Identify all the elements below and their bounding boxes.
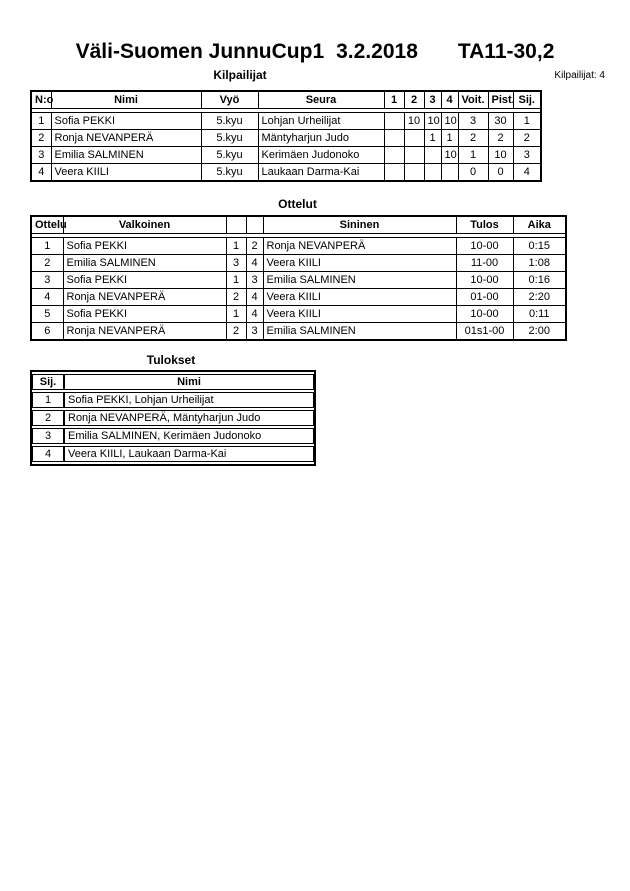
white-number: 1: [226, 238, 246, 255]
match-time: 0:15: [513, 238, 566, 255]
table-row: [31, 130, 541, 147]
competitor-name: Ronja NEVANPERÄ: [51, 130, 201, 147]
match-result: 10-00: [456, 306, 513, 323]
match-number: 4: [31, 289, 63, 306]
kilpailijat-header-row: [31, 91, 541, 109]
matches-heading: Ottelut: [278, 197, 317, 211]
col-header-wins: Voit.: [458, 91, 488, 109]
result-vs-3: [424, 147, 441, 164]
page-title: [0, 40, 630, 64]
competitor-belt: 5.kyu: [201, 147, 258, 164]
blue-name: Veera KIILI: [263, 289, 456, 306]
match-time: 2:00: [513, 323, 566, 341]
result-place: 3: [32, 428, 64, 444]
result-name: Emilia SALMINEN, Kerimäen Judonoko: [64, 428, 314, 444]
col-header-belt: Vyö: [201, 91, 258, 109]
result-vs-4: 10: [441, 147, 458, 164]
competitor-club: Mäntyharjun Judo: [258, 130, 384, 147]
table-row: [32, 392, 314, 408]
blue-name: Veera KIILI: [263, 255, 456, 272]
table-row: [31, 272, 566, 289]
col-header-points: Pist.: [488, 91, 513, 109]
white-name: Ronja NEVANPERÄ: [63, 323, 226, 341]
blue-number: 2: [246, 238, 263, 255]
match-result: 01s1-00: [456, 323, 513, 341]
match-result: 01-00: [456, 289, 513, 306]
points-cell: 2: [488, 130, 513, 147]
wins-cell: 0: [458, 164, 488, 182]
match-result: 10-00: [456, 272, 513, 289]
table-row: [32, 428, 314, 444]
blue-name: Emilia SALMINEN: [263, 323, 456, 341]
match-time: 0:11: [513, 306, 566, 323]
white-name: Sofia PEKKI: [63, 272, 226, 289]
table-row: [31, 164, 541, 182]
col-header-white-no: [226, 216, 246, 234]
result-place: 1: [32, 392, 64, 408]
blue-name: Ronja NEVANPERÄ: [263, 238, 456, 255]
place-cell: 2: [513, 130, 541, 147]
result-vs-2: [404, 130, 424, 147]
result-vs-3: 10: [424, 113, 441, 130]
kilpailijat-table: [30, 90, 542, 182]
ottelut-header-row: [31, 216, 566, 234]
place-cell: 3: [513, 147, 541, 164]
match-time: 2:20: [513, 289, 566, 306]
competitor-belt: 5.kyu: [201, 164, 258, 182]
blue-number: 4: [246, 289, 263, 306]
competitor-name: Veera KIILI: [51, 164, 201, 182]
table-row: [31, 255, 566, 272]
col-header-blue-no: [246, 216, 263, 234]
wins-cell: 2: [458, 130, 488, 147]
competitor-club: Kerimäen Judonoko: [258, 147, 384, 164]
title-date: 3.2.2018: [336, 40, 418, 63]
blue-number: 3: [246, 272, 263, 289]
points-cell: 10: [488, 147, 513, 164]
results-heading: Tulokset: [146, 353, 196, 367]
match-number: 1: [31, 238, 63, 255]
tulokset-table: [30, 370, 316, 466]
competitor-name: Emilia SALMINEN: [51, 147, 201, 164]
result-name: Sofia PEKKI, Lohjan Urheilijat: [64, 392, 314, 408]
result-vs-1: [384, 147, 404, 164]
table-row: [32, 410, 314, 426]
table-row: [31, 289, 566, 306]
result-vs-1: [384, 164, 404, 182]
points-cell: 0: [488, 164, 513, 182]
competitor-club: Lohjan Urheilijat: [258, 113, 384, 130]
table-row: [31, 306, 566, 323]
result-vs-4: 10: [441, 113, 458, 130]
white-number: 1: [226, 306, 246, 323]
result-vs-3: [424, 164, 441, 182]
title-event: Väli-Suomen JunnuCup1: [75, 40, 325, 63]
result-vs-3: 1: [424, 130, 441, 147]
col-header-1: 1: [384, 91, 404, 109]
result-vs-2: [404, 147, 424, 164]
tulokset-header-row: [32, 374, 314, 390]
white-number: 2: [226, 289, 246, 306]
col-header-4: 4: [441, 91, 458, 109]
competitor-name: Sofia PEKKI: [51, 113, 201, 130]
match-result: 10-00: [456, 238, 513, 255]
competitors-heading: Kilpailijat: [213, 68, 267, 82]
blue-number: 4: [246, 255, 263, 272]
blue-number: 3: [246, 323, 263, 341]
col-header-blue: Sininen: [263, 216, 456, 234]
result-vs-1: [384, 130, 404, 147]
col-header-place: Sij.: [513, 91, 541, 109]
competitor-number: 3: [31, 147, 51, 164]
result-name: Veera KIILI, Laukaan Darma-Kai: [64, 446, 314, 462]
col-header-no: N:o: [31, 91, 51, 109]
col-header-name: Nimi: [51, 91, 201, 109]
table-row: [31, 238, 566, 255]
col-header-3: 3: [424, 91, 441, 109]
result-vs-2: 10: [404, 113, 424, 130]
wins-cell: 1: [458, 147, 488, 164]
white-number: 2: [226, 323, 246, 341]
blue-name: Emilia SALMINEN: [263, 272, 456, 289]
col-header-white: Valkoinen: [63, 216, 226, 234]
wins-cell: 3: [458, 113, 488, 130]
competitor-number: 4: [31, 164, 51, 182]
col-header-name: Nimi: [64, 374, 314, 390]
competitor-belt: 5.kyu: [201, 130, 258, 147]
match-number: 2: [31, 255, 63, 272]
match-number: 3: [31, 272, 63, 289]
match-time: 0:16: [513, 272, 566, 289]
col-header-2: 2: [404, 91, 424, 109]
competitor-number: 1: [31, 113, 51, 130]
white-number: 3: [226, 255, 246, 272]
table-row: [31, 147, 541, 164]
place-cell: 4: [513, 164, 541, 182]
place-cell: 1: [513, 113, 541, 130]
competitors-count: Kilpailijat: 4: [554, 70, 605, 81]
table-row: [31, 323, 566, 341]
col-header-club: Seura: [258, 91, 384, 109]
result-vs-2: [404, 164, 424, 182]
competitor-club: Laukaan Darma-Kai: [258, 164, 384, 182]
table-row: [31, 113, 541, 130]
blue-number: 4: [246, 306, 263, 323]
table-row: [32, 446, 314, 462]
blue-name: Veera KIILI: [263, 306, 456, 323]
result-place: 2: [32, 410, 64, 426]
points-cell: 30: [488, 113, 513, 130]
white-name: Ronja NEVANPERÄ: [63, 289, 226, 306]
white-name: Emilia SALMINEN: [63, 255, 226, 272]
match-result: 11-00: [456, 255, 513, 272]
col-header-match: Ottelu: [31, 216, 63, 234]
col-header-place: Sij.: [32, 374, 64, 390]
result-name: Ronja NEVANPERÄ, Mäntyharjun Judo: [64, 410, 314, 426]
white-name: Sofia PEKKI: [63, 306, 226, 323]
result-vs-4: [441, 164, 458, 182]
white-name: Sofia PEKKI: [63, 238, 226, 255]
white-number: 1: [226, 272, 246, 289]
result-vs-4: 1: [441, 130, 458, 147]
col-header-time: Aika: [513, 216, 566, 234]
col-header-result: Tulos: [456, 216, 513, 234]
match-number: 6: [31, 323, 63, 341]
match-number: 5: [31, 306, 63, 323]
result-vs-1: [384, 113, 404, 130]
ottelut-table: [30, 215, 567, 341]
competitor-belt: 5.kyu: [201, 113, 258, 130]
title-category: TA11-30,2: [457, 40, 555, 63]
result-place: 4: [32, 446, 64, 462]
competitor-number: 2: [31, 130, 51, 147]
match-time: 1:08: [513, 255, 566, 272]
